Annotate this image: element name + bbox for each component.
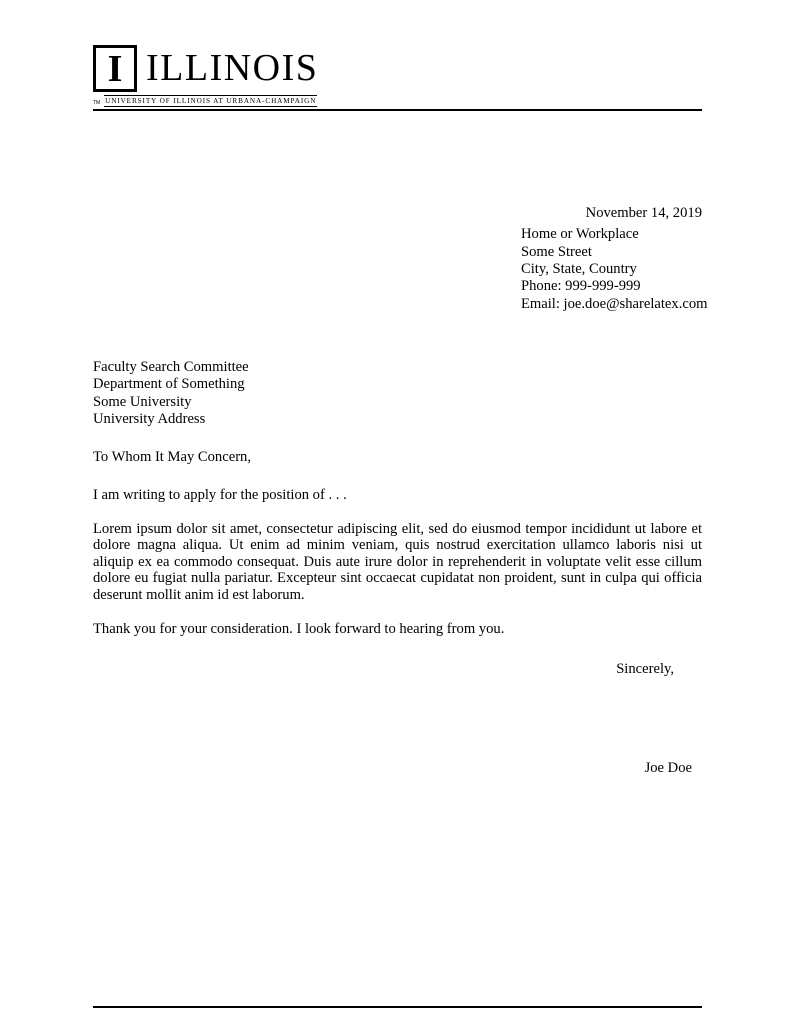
recipient-line-2: Department of Something — [93, 376, 245, 393]
thanks-paragraph: Thank you for your consideration. I look forward to hearing from you. — [93, 620, 505, 637]
logo-subtitle: UNIVERSITY OF ILLINOIS AT URBANA-CHAMPAIGN — [105, 97, 317, 105]
trademark-icon: TM — [93, 100, 101, 106]
letterhead — [93, 45, 703, 107]
logo-i-box-icon — [93, 45, 137, 92]
logo-block — [93, 45, 318, 107]
university-logo — [93, 45, 703, 107]
recipient-line-4: University Address — [93, 411, 206, 428]
sender-line-3: City, State, Country — [521, 261, 637, 278]
logo-subtitle-row — [93, 95, 318, 107]
letter-date: November 14, 2019 — [585, 205, 702, 221]
salutation: To Whom It May Concern, — [93, 449, 251, 466]
sender-address-block — [521, 205, 708, 313]
sender-line-2: Some Street — [521, 243, 592, 260]
logo-letter: I — [107, 47, 123, 90]
footer-rule — [93, 1006, 702, 1008]
recipient-address-block — [93, 359, 702, 427]
recipient-line-1: Faculty Search Committee — [93, 359, 249, 376]
header-rule — [93, 109, 702, 111]
signature-name: Joe Doe — [644, 759, 692, 776]
logo-wordmark: ILLINOIS — [146, 47, 319, 89]
logo-main — [93, 45, 318, 92]
recipient-line-3: Some University — [93, 393, 192, 410]
opening-paragraph: I am writing to apply for the position of . . . — [93, 486, 347, 503]
body-paragraph: Lorem ipsum dolor sit amet, consectetur adipiscing elit, sed do eiusmod tempor incididunt ut labore et dolore magna aliqua. Ut enim ad minim veniam, quis nostrud exercitation ullamco laboris nisi ut aliquip ex ea commodo consequat. Duis aute irure dolor in reprehenderit in voluptate velit esse cillum dolore eu fugiat nulla pariatur. Excepteur sint occaecat cupidatat non proident, sunt in culpa qui officia deserunt mollit anim id est laborum. — [93, 521, 702, 603]
sender-phone: Phone: 999-999-999 — [521, 278, 641, 295]
sender-email: Email: joe.doe@sharelatex.com — [521, 295, 708, 312]
letter-content — [93, 205, 708, 776]
sender-line-1: Home or Workplace — [521, 226, 639, 243]
closing-line: Sincerely, — [616, 661, 674, 678]
